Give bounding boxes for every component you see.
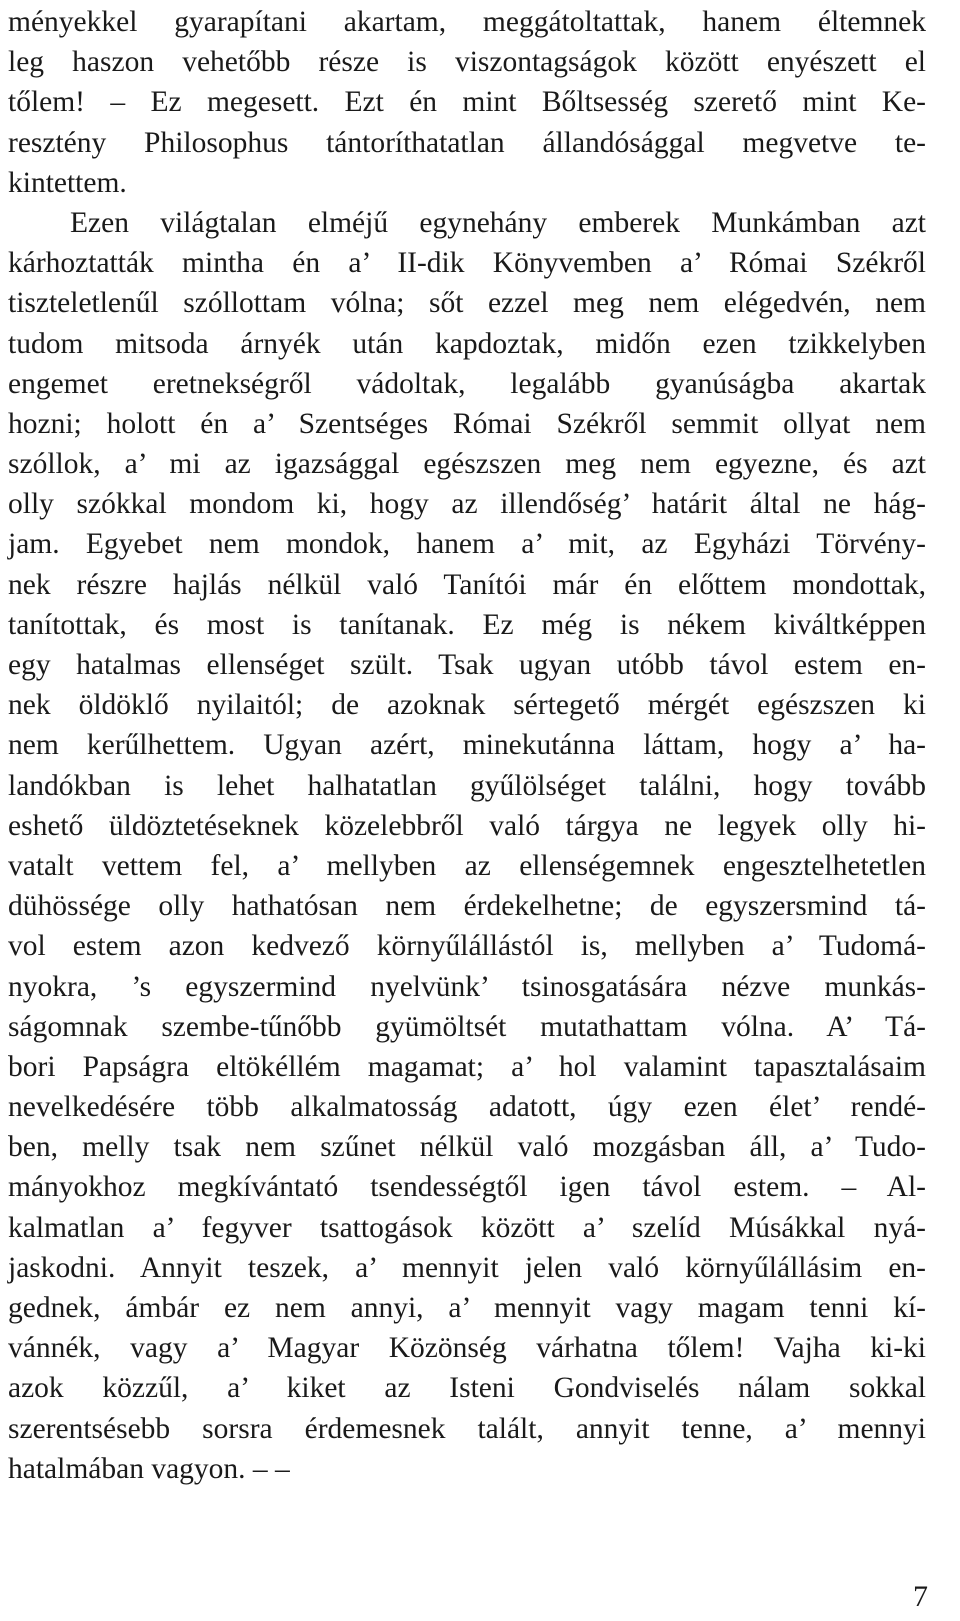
text-line: tőlem! – Ez megesett. Ezt én mint Bőltsesség szerető mint Ke- [8, 86, 926, 119]
text-line: hatalmában vagyon. – – [8, 1452, 290, 1485]
text-line: ményekkel gyarapítani akartam, meggátoltattak, hanem éltemnek [8, 6, 926, 38]
text-line: gednek, ámbár ez nem annyi, a’ mennyit vagy magam tenni kí- [8, 1292, 926, 1324]
text-line: ságomnak szembe-tűnőbb gyümöltsét mutathattam vólna. A’ Tá- [8, 1010, 926, 1043]
body-text [8, 2, 926, 1489]
text-line: egy hatalmas ellenséget szült. Tsak ugyan utóbb távol estem en- [8, 649, 926, 681]
text-line: hozni; holott én a’ Szentséges Római Székről semmit ollyat nem [8, 407, 926, 440]
text-line: dühössége olly hathatósan nem érdekelhetne; de egyszersmind tá- [8, 890, 926, 923]
text-line: azok közzűl, a’ kiket az Isteni Gondviselés nálam sokkal [8, 1372, 926, 1405]
page-number: 7 [913, 1580, 928, 1613]
text-line: jaskodni. Annyit teszek, a’ mennyit jelen való környűlállásim en- [8, 1251, 926, 1284]
text-line: eshető üldöztetéseknek közelebbről való tárgya ne legyek olly hi- [8, 809, 926, 842]
document-page [8, 0, 926, 1489]
text-line: nem kerűlhettem. Ugyan azért, minekutánna láttam, hogy a’ ha- [8, 729, 926, 762]
text-line: jam. Egyebet nem mondok, hanem a’ mit, az Egyházi Törvény- [8, 528, 926, 561]
text-line: kárhoztatták mintha én a’ II-dik Könyvemben a’ Római Székről [8, 247, 926, 280]
text-line: vol estem azon kedvező környűlállástól is, mellyben a’ Tudomá- [8, 930, 926, 963]
text-line: nek öldöklő nyilaitól; de azoknak sértegető mérgét egészszen ki [8, 689, 926, 722]
text-line: tiszteletlenűl szóllottam vólna; sőt ezzel meg nem elégedvén, nem [8, 287, 926, 320]
text-line: resztény Philosophus tántoríthatatlan állandósággal megvetve te- [8, 126, 926, 159]
text-line: tanítottak, és most is tanítanak. Ez még is nékem kiváltképpen [8, 608, 926, 641]
text-line: olly szókkal mondom ki, hogy az illendőség’ határit által ne hág- [8, 488, 926, 521]
text-line: nek részre hajlás nélkül való Tanítói már én előttem mondottak, [8, 568, 926, 601]
text-line: mányokhoz megkívántató tsendességtől igen távol estem. – Al- [8, 1171, 926, 1204]
text-line: szerentsésebb sorsra érdemesnek talált, annyit tenne, a’ mennyi [8, 1412, 926, 1445]
text-line: engemet eretnekségről vádoltak, legalább gyanúságba akartak [8, 367, 926, 400]
text-line: ben, melly tsak nem szűnet nélkül való mozgásban áll, a’ Tudo- [8, 1131, 926, 1164]
text-line: kalmatlan a’ fegyver tsattogások között a’ szelíd Músákkal nyá- [8, 1211, 926, 1244]
text-line: nyokra, ’s egyszermind nyelvünk’ tsinosgatására nézve munkás- [8, 970, 926, 1003]
text-line: vatalt vettem fel, a’ mellyben az ellenségemnek engesztelhetetlen [8, 849, 926, 882]
text-line: tudom mitsoda árnyék után kapdoztak, midőn ezen tzikkelyben [8, 327, 926, 360]
text-line: vánnék, vagy a’ Magyar Közönség várhatna tőlem! Vajha ki-ki [8, 1332, 926, 1365]
text-line: landókban is lehet halhatatlan gyűlölséget találni, hogy tovább [8, 769, 926, 802]
text-line: szóllok, a’ mi az igazsággal egészszen meg nem egyezne, és azt [8, 448, 926, 481]
text-line: bori Papságra eltökéllém magamat; a’ hol valamint tapasztalásaim [8, 1050, 926, 1083]
text-line: leg haszon vehetőbb része is viszontagságok között enyészett el [8, 46, 926, 79]
text-line: kintettem. [8, 166, 127, 199]
paragraph-first-line: Ezen világtalan elméjű egynehány emberek Munkámban azt [70, 206, 926, 239]
text-line: nevelkedésére több alkalmatosság adatott, úgy ezen élet’ rendé- [8, 1091, 926, 1124]
